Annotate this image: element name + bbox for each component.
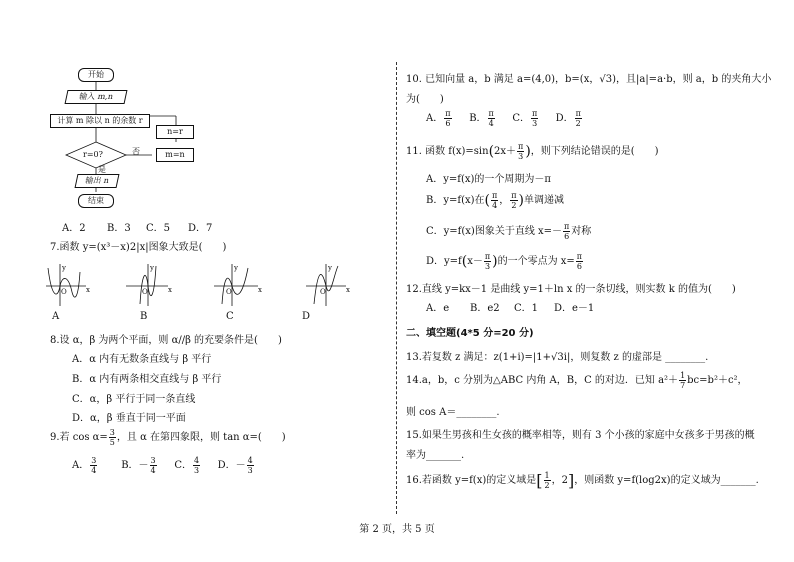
flowchart-assign-n: n=r [156,125,194,139]
q9-opt-sign: － [235,460,246,471]
q10-option-a [426,109,466,128]
q14-post: bc=b²＋c²， [687,375,748,386]
q9-opt-num: 4 [247,456,253,465]
q11-paren-open: ( [488,143,495,160]
q13-stem: 13.若复数 z 满足：z(1+i)=|1+√3i|，则复数 z 的虚部是 ________. [406,352,709,363]
q11-optc-frac-num: π [564,222,570,231]
q14-frac-den: 7 [680,381,686,390]
section-2-heading: 二、填空题(4*5 分=20 分) [406,328,534,339]
q10-opt-num: π [532,109,538,118]
q7-label-c: C [226,311,234,322]
q11-stem-frac [517,142,524,161]
q6-option-d: D．7 [188,223,213,234]
q14-frac-num: 1 [680,371,686,380]
q12-option-d: D．e－1 [554,303,595,314]
q9-opt-num: 4 [194,456,200,465]
q11-optd-frac-den: 3 [484,262,491,271]
svg-text:y: y [234,264,238,272]
q9-opt-frac [90,456,97,475]
q9-opt-den: 3 [247,466,253,475]
q10-opt-label: A． [426,113,444,124]
q11-stem [406,142,659,161]
flowchart-input: 输入 m,n [65,90,128,104]
q9-opt-label: B． [121,460,139,471]
svg-text:x: x [86,286,90,294]
q9-opt-sign: － [138,460,149,471]
q10-opt-den: 2 [575,119,581,128]
q11-optd-frac2-den: 6 [576,262,582,271]
q9-opt-den: 3 [194,466,200,475]
q16-bracket-open: [ [536,471,543,490]
q10-line1: 10. 已知向量 a，b 满足 a=(4,0)，b=(x，√3)，且|a|=a·b，则 a，b 的夹角大小 [406,74,772,85]
q11-option-b [426,191,564,210]
q16-post: ，则函数 y=f(log2x)的定义域为_______. [574,475,759,486]
q11-optb-frac1-num: π [492,191,498,200]
q8-option-c: C．α，β 平行于同一条直线 [72,394,196,405]
flowchart-end: 结束 [78,194,114,208]
q9-frac-den: 5 [109,438,115,447]
flowchart-no-label: 否 [132,147,140,156]
svg-text:y: y [328,264,332,272]
q16-mid: ，2 [551,475,568,486]
q11-optd-pre: D．y=f [426,256,462,267]
q14-frac [679,371,686,390]
q9-opt-label: A． [72,460,90,471]
q8-option-b: B．α 内有两条相交直线与 β 平行 [72,374,222,385]
q11-frac-num: π [518,142,524,151]
q9-stem-fraction [109,428,116,447]
q6-option-c: C．5 [146,223,171,234]
q11-optd-frac [484,252,491,271]
q11-option-a: A．y=f(x)的一个周期为－π [426,174,551,185]
q11-optb-frac2 [510,191,517,210]
q11-paren-close: ) [525,143,531,160]
q10-opt-den: 4 [488,119,494,128]
q11-optc-post: 对称 [571,226,592,237]
q11-optd-frac-num: π [484,252,491,261]
column-divider [396,62,397,514]
q9-option-b [121,456,171,475]
q12-stem: 12.直线 y=kx－1 是曲线 y=1＋ln x 的一条切线，则实数 k 的值为( ) [406,284,736,295]
q11-stem-arg: 2x＋ [494,146,517,157]
q6-option-a: A．2 [62,223,86,234]
q10-line2: 为( ) [406,94,444,105]
q9-stem [50,428,286,447]
q11-optb-paren-close: ) [518,192,524,209]
q10-opt-num: π [445,109,451,118]
q11-optd-frac2 [576,252,583,271]
q7-label-a: A [52,311,60,322]
flowchart-output: 输出 n [75,174,120,188]
q10-opt-label: D． [555,113,574,124]
q11-optb-frac1-den: 4 [492,201,498,210]
q8-option-d: D．α，β 垂直于同一平面 [72,413,186,424]
q7-label-b: B [140,311,148,322]
q11-optc-frac [563,222,570,241]
q10-option-c [512,109,552,128]
q9-opt-frac [150,456,157,475]
q10-opt-label: C． [512,113,531,124]
flowchart-compute: 计算 m 除以 n 的余数 r [50,114,150,128]
q16-frac-num: 1 [544,471,550,480]
q7-stem: 7.函数 y=(x³－x)2|x|图象大致是( ) [50,242,227,253]
q11-option-d [426,252,584,271]
q10-opt-frac [531,109,538,128]
q15-line2: 率为_______. [406,450,465,461]
q11-optc-frac-den: 6 [564,232,570,241]
svg-text:y: y [62,264,66,272]
svg-text:x: x [258,286,262,294]
svg-text:O: O [142,288,148,296]
q10-opt-den: 3 [532,119,538,128]
flowchart-assign-m: m=n [156,148,194,162]
q12-option-b: B．e2 [470,303,500,314]
svg-text:x: x [346,286,350,294]
svg-text:O: O [320,288,326,296]
q8-option-a: A．α 内有无数条直线与 β 平行 [72,354,212,365]
q11-stem-pre: 11. 函数 f(x)=sin [406,146,489,157]
q9-opt-label: C． [174,460,193,471]
q11-optd-frac2-num: π [576,252,583,261]
flowchart-start: 开始 [78,68,114,82]
q16-bracket-close: ] [567,471,575,490]
q11-optd-paren-close: ) [492,253,498,270]
q16-pre: 16.若函数 y=f(x)的定义域是 [406,475,537,486]
q11-optd-paren-open: ( [461,253,468,270]
svg-text:x: x [168,286,172,294]
svg-text:O: O [226,288,232,296]
q9-options [72,456,268,475]
q11-optb-frac2-num: π [511,191,517,200]
q9-frac-num: 3 [109,428,115,437]
q14-pre: 14.a，b，c 分别为△ABC 内角 A，B，C 的对边．已知 a²＋ [406,375,679,386]
q9-opt-num: 3 [150,456,156,465]
q9-stem-post: ，且 α 在第四象限，则 tan α=( ) [116,432,286,443]
q9-option-c [174,456,214,475]
q11-optb-frac2-den: 2 [511,201,517,210]
q14-line1 [406,371,748,390]
q10-opt-frac [444,109,451,128]
q9-stem-pre: 9.若 cos α= [50,432,108,443]
q16-frac-den: 2 [544,481,550,490]
q10-opt-frac [488,109,495,128]
q8-stem: 8.设 α，β 为两个平面，则 α//β 的充要条件是( ) [50,335,282,346]
flowchart-yes-label: 是 [98,165,106,174]
q9-opt-num: 3 [91,456,97,465]
q11-optb-pre: B．y=f(x)在 [426,195,485,206]
q12-option-a: A．e [426,303,450,314]
q10-opt-num: π [488,109,494,118]
q11-optb-paren-open: ( [484,192,490,209]
q10-options [426,109,596,128]
q16-stem [406,471,759,490]
q11-option-c [426,222,591,241]
q14-line2: 则 cos A＝________. [406,407,500,418]
q9-option-d [218,456,268,475]
q11-stem-post: ，则下列结论错误的是( ) [530,146,659,157]
q10-option-b [469,109,509,128]
q9-option-a [72,456,118,475]
q15-line1: 15.如果生男孩和生女孩的概率相等，则有 3 个小孩的家庭中女孩多于男孩的概 [406,430,755,441]
q6-option-b: B．3 [107,223,131,234]
svg-text:O: O [61,288,67,296]
q11-frac-den: 3 [518,152,524,161]
q9-opt-label: D． [217,460,236,471]
page-footer: 第 2 页，共 5 页 [359,524,435,535]
q11-optd-mid: 的一个零点为 x= [497,256,575,267]
q12-option-c: C．1 [514,303,539,314]
q11-optb-comma: ， [499,195,510,206]
q11-optc-pre: C．y=f(x)图象关于直线 x=－ [426,226,563,237]
q7-label-d: D [302,311,311,322]
q10-option-d [556,109,596,128]
q16-frac [544,471,551,490]
q9-opt-den: 4 [150,466,156,475]
q9-opt-frac [247,456,254,475]
q9-opt-den: 4 [91,466,97,475]
q11-optb-post: 单调递减 [524,195,564,206]
q9-opt-frac [193,456,200,475]
q10-opt-den: 6 [445,119,451,128]
q10-opt-frac [575,109,582,128]
q10-opt-label: B． [469,113,487,124]
q11-optb-frac1 [491,191,498,210]
q7-graphs [44,262,364,308]
q11-optd-arg: x－ [467,256,483,267]
flowchart-condition: r=0? [83,150,103,159]
q10-opt-num: π [575,109,581,118]
svg-text:y: y [150,264,154,272]
